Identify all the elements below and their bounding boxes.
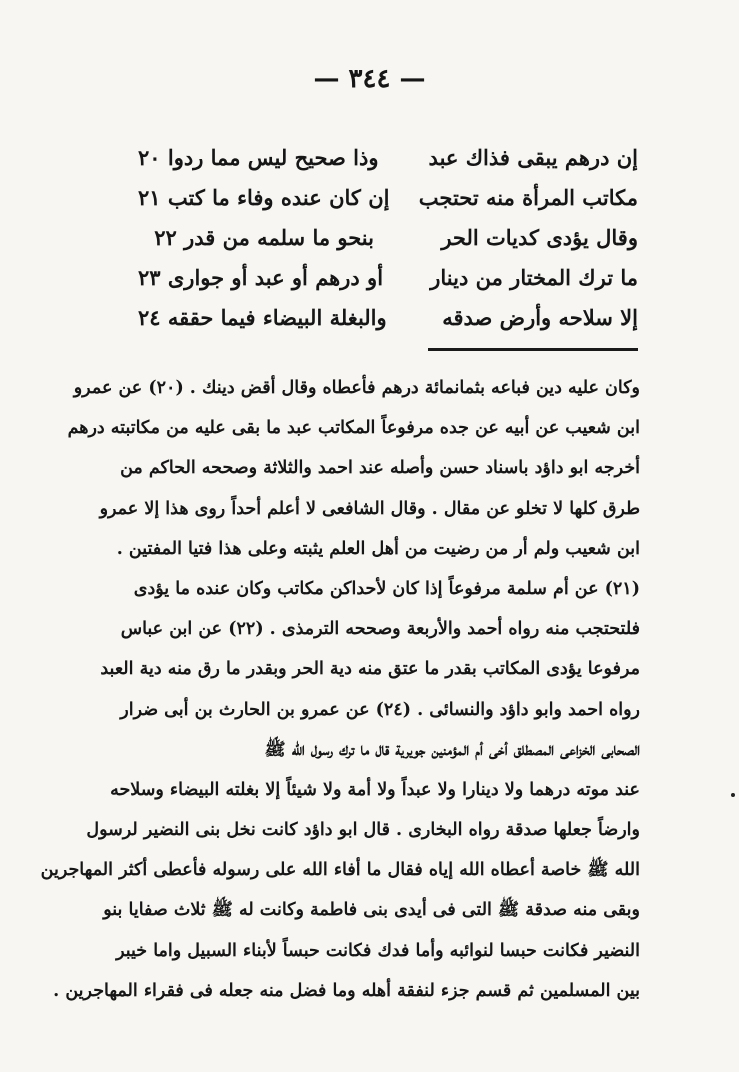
commentary-line: وبقى منه صدقة ﷺ التى فى أيدى بنى فاطمة وكانت له ﷺ ثلاث صفايا بنو xyxy=(103,900,640,921)
verse-first-hemistich: ما ترك المختار من دينار xyxy=(430,265,638,290)
verse-first-hemistich: وقال يؤدى كديات الحر xyxy=(441,225,638,250)
commentary-line: الصحابى الخزاعى المصطلق أخى أم المؤمنين جويرية قال ما ترك رسول الله ﷺ xyxy=(264,739,640,760)
commentary-line: بين المسلمين ثم قسم جزء لنفقة أهله وما فضل منه جعله فى فقراء المهاجرين . xyxy=(53,980,640,1001)
verse-second-hemistich: أو درهم أو عبد أو جوارى ٢٣ xyxy=(138,265,384,290)
commentary-line: فلتحتجب منه رواه أحمد والأربعة وصححه الترمذى . (٢٢) عن ابن عباس xyxy=(120,619,640,640)
verse-second-hemistich: وذا صحيح ليس مما ردوا ٢٠ xyxy=(138,145,379,170)
verse-first-hemistich: إن درهم يبقى فذاك عبد xyxy=(428,145,638,170)
page-number: — ٣٤٤ — xyxy=(313,64,426,94)
commentary-line: مرفوعا يؤدى المكاتب بقدر ما عتق منه دية الحر وبقدر ما رق منه دية العبد xyxy=(100,659,640,680)
verse-line xyxy=(138,178,638,218)
verse-second-hemistich: بنحو ما سلمه من قدر ٢٢ xyxy=(154,225,374,250)
commentary-line: أخرجه ابو داؤد باسناد حسن وأصله عند احمد والثلاثة وصححه الحاكم من xyxy=(120,458,640,479)
commentary-line: ابن شعيب عن أبيه عن جده مرفوعاً المكاتب عبد ما بقى عليه من مكاتبته درهم xyxy=(67,418,640,439)
verse-line xyxy=(138,218,638,258)
commentary-line: الله ﷺ خاصة أعطاه الله إياه فقال ما أفاء الله على رسوله فأعطى أكثر المهاجرين xyxy=(40,860,640,881)
commentary-line: عند موته درهما ولا دينارا ولا عبداً ولا أمة ولا شيئاً إلا بغلته البيضاء وسلاحه xyxy=(110,779,640,800)
verse-first-hemistich: إلا سلاحه وأرض صدقه xyxy=(442,305,638,330)
margin-dot xyxy=(731,793,735,797)
commentary-line: النضير فكانت حبسا لنوائبه وأما فدك فكانت حبساً لأبناء السبيل واما خيبر xyxy=(116,940,640,961)
commentary-line: وكان عليه دين فباعه بثمانمائة درهم فأعطاه وقال أقض دينك . (٢٠) عن عمرو xyxy=(73,378,640,398)
commentary-line: طرق كلها لا تخلو عن مقال . وقال الشافعى لا أعلم أحداً روى هذا إلا عمرو xyxy=(99,498,640,519)
commentary-line: ابن شعيب ولم أر من رضيت من أهل العلم يثبته وعلى هذا فتيا المفتين . xyxy=(116,538,640,559)
verse-line xyxy=(138,258,638,298)
separator-rule xyxy=(428,348,638,351)
commentary-text xyxy=(40,368,640,1011)
poem xyxy=(138,138,638,338)
verse-second-hemistich: والبغلة البيضاء فيما حققه ٢٤ xyxy=(138,305,387,330)
commentary-line: وارضاً جعلها صدقة رواه البخارى . قال ابو داؤد كانت نخل بنى النضير لرسول xyxy=(86,820,640,841)
verse-line xyxy=(138,138,638,178)
verse-first-hemistich: مكاتب المرأة منه تحتجب xyxy=(418,185,638,210)
verse-line xyxy=(138,298,638,338)
verse-second-hemistich: إن كان عنده وفاء ما كتب ٢١ xyxy=(138,185,390,210)
commentary-line: (٢١) عن أم سلمة مرفوعاً إذا كان لأحداكن مكاتب وكان عنده ما يؤدى xyxy=(133,578,640,599)
commentary-line: رواه احمد وابو داؤد والنسائى . (٢٤) عن عمرو بن الحارث بن أبى ضرار xyxy=(120,699,640,720)
